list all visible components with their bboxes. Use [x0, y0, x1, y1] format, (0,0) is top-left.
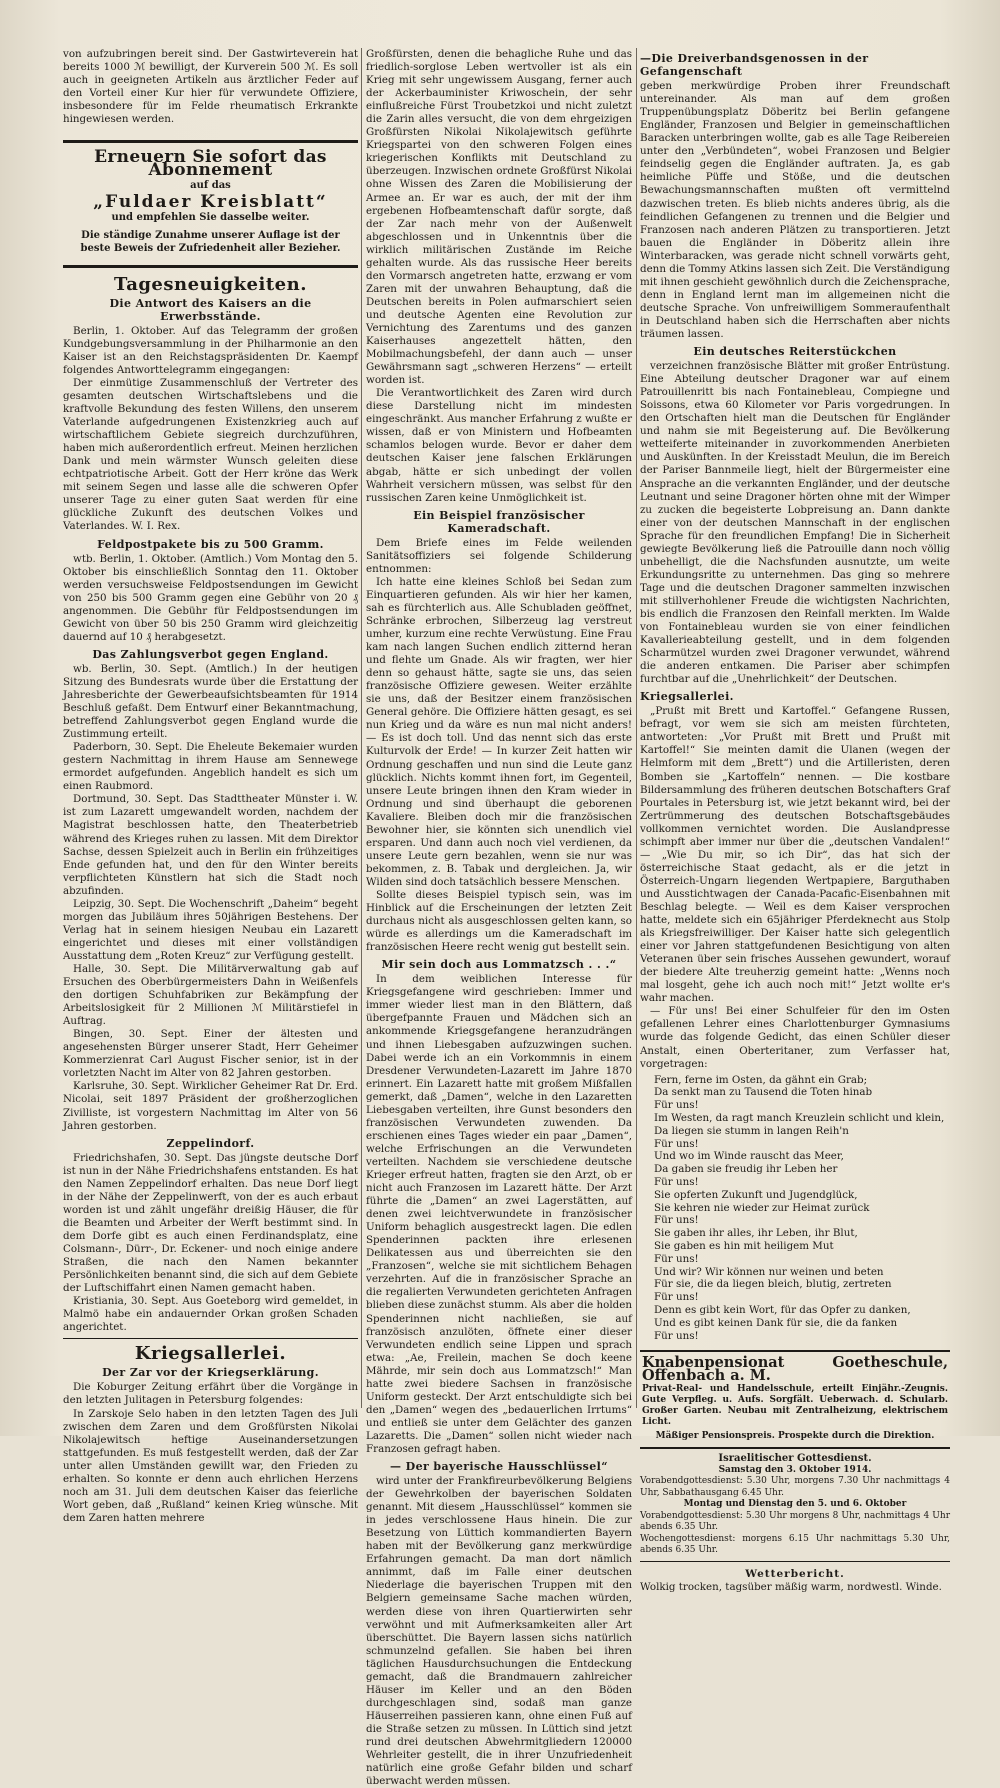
article-paragraph: Ich hatte eine kleines Schloß bei Sedan zum Einquartieren gefunden. Als wir hier her kamen, sah es fürchterlich aus. Alle Schubladen geöffnet, Schränke erbrochen, Silberzeug lag verstreut umher, kurzum eine rechte Verwüstung. Eine Frau kam nach langen Suchen endlich zitternd heran und flehte um Gnade. Als wir fragten, wer hier denn so gehaust hätte, sagte sie uns, das seien französische Offiziere gewesen. Weiter erzählte sie uns, daß der Besitzer einem französischen General gehöre. Die Offiziere hätten gesagt, es sei nun Krieg und da wäre es nun mal nicht anders! — Es ist doch toll. Und das nennt sich das erste Kulturvolk der Erde! — In kurzer Zeit hatten wir Ordnung geschaffen und nun sind die Leute ganz glücklich. Nichts kommt ihnen fort, im Gegenteil, unsere Leute bringen ihnen den Kram wieder in Ordnung und sind überhaupt die geborenen Kavaliere. Bleiben doch mir die französischen Bewohner hier, sie könnten sich unendlich viel ersparen. Und dann auch noch viel verdienen, da unsere Leute gern bezahlen, wenn sie nur was bekommen, z. B. Tabak und dergleichen. Ja, wir Wilden sind doch tatsächlich bessere Menschen.	[366, 575, 632, 888]
article-paragraph: Die Verantwortlichkeit des Zaren wird durch diese Darstellung nicht im mindesten eingeschränkt. Aus mancher Erfahrung z wußte er wissen, daß er von Ministern und Hofbeamten schamlos belogen wurde. Bevor er daher dem deutschen Kaiser jene falschen Erklärungen abgab, hätte er sich unbedingt der vollen Wahrheit versichern müssen, was selbst für den russischen Zaren keine Unmöglichkeit ist.	[366, 387, 632, 504]
service-line: Vorabendgottesdienst: 5.30 Uhr, morgens 7.30 Uhr nachmittags 4 Uhr, Sabbathausgang 6.45 Uhr.	[640, 1476, 950, 1498]
advertisement	[640, 1350, 950, 1449]
article-paragraph: In Zarskoje Selo haben in den letzten Tagen des Juli zwischen dem Zaren und dem Großfürsten Nikolai Nikolajewitsch heftige Auseinandersetzungen stattgefunden. Es muß festgestellt werden, daß der Zar unter allen Umständen gewillt war, den Frieden zu erhalten. So konnte er denn auch ehrlichen Herzens noch am 31. Juli dem deutschen Kaiser das feierliche Wort geben, daß „Rußland“ keinen Krieg wünsche. Mit dem Zaren hatten mehrere	[63, 1407, 358, 1524]
subscription-headline: Erneuern Sie sofort das Abonnement	[94, 147, 327, 181]
news-item: Bingen, 30. Sept. Einer der ältesten und angesehensten Bürger unserer Stadt, Herr Geheimer Kommerzienrat Carl August Fischer senior, ist in der vorletzten Nacht im Alter von 82 Jahren gestorben.	[63, 1028, 358, 1080]
article-heading: Ein Beispiel französischer Kameradschaft.	[413, 508, 585, 535]
service-date: Samstag den 3. Oktober 1914.	[718, 1464, 872, 1475]
service-title: Israelitischer Gottesdienst.	[718, 1453, 872, 1465]
article-paragraph: verzeichnen französische Blätter mit großer Entrüstung. Eine Abteilung deutscher Dragoner war auf einem Patrouillenritt bis nach Fontainebleau, Compiegne und Soissons, etwa 60 Kilometer vor Paris vorgedrungen. In den Ortschaften hielt man die Deutschen für Engländer und nahm sie mit Begeisterung auf. Die Bevölkerung wetteiferte miteinander in zuvorkommenden Anerbieten und Auskünften. In der Kreisstadt Meulun, die im Bereich der Pariser Bannmeile liegt, hielt der Bürgermeister eine Ansprache an die verkannten Engländer, und der deutsche Leutnant und seine Dragoner hörten ohne mit der Wimper zu zucken die begeisterte Lobpreisung an. Dann dankte einer von der deutschen Mannschaft in der englischen Sprache für den freundlichen Empfang! Die in Sicherheit gewiegte Bevölkerung ließ die Patrouille dann noch völlig unbehelligt, die die Nachsfunden ausnutzte, um weite Erkundungsritte zu unternehmen. Das ging so mehrere Tage und die deutschen Dragoner sammelten inzwischen mit stillverhohlener Freude die wichtigsten Nachrichten, bis endlich die Franzosen den Reinfall merkten. Im Walde von Fontainebleau wurden sie von einer feindlichen Kavallerieabteilung gestellt, und in dem folgenden Scharmützel wurden zwei Dragoner verwundet, während die anderen entkamen. Die Pariser aber schimpfen furchtbar auf die „Unehrlichkeit“ der Deutschen.	[640, 360, 950, 686]
news-item: Kristiania, 30. Sept. Aus Goeteborg wird gemeldet, in Malmö habe ein andauernder Orkan großen Schaden angerichtet.	[63, 1295, 358, 1334]
article-paragraph: Die Koburger Zeitung erfährt über die Vorgänge in den letzten Julitagen in Petersburg folgendes:	[63, 1381, 358, 1407]
article-heading: Mir sein doch aus Lommatzsch . . .“	[381, 958, 617, 972]
subscription-recommend: und empfehlen Sie dasselbe weiter.	[111, 212, 310, 224]
article-paragraph: wb. Berlin, 30. Sept. (Amtlich.) In der heutigen Sitzung des Bundesrats wurde über die Erstattung der Jahresberichte der Gewerbeaufsichtsbeamten für 1914 Beschluß gefaßt. Dem Entwurf einer Bekanntmachung, betreffend Zahlungsverbot gegen England wurde die Zustimmung erteilt.	[63, 662, 358, 741]
article-heading: Der Zar vor der Kriegserklärung.	[102, 1366, 319, 1380]
column-divider	[361, 48, 362, 1408]
section-divider	[63, 1338, 358, 1339]
article-heading: —Die Dreiverbandsgenossen in der Gefangenschaft	[640, 52, 869, 79]
weather-text: Wolkig trocken, tagsüber mäßig warm, nordwestl. Winde.	[640, 1581, 942, 1594]
article-paragraph: In dem weiblichen Interesse für Kriegsgefangene wird geschrieben: Immer und immer wieder liest man in den Blättern, daß übergefpannte Frauen und Mädchen sich an ankommende Kriegsgefangene heranzudrängen und ihnen Liebesgaben aufzuzwingen suchen. Dabei werde ich an ein Vorkommnis in einem Dresdener Verwundeten-Lazarett im Jahre 1870 erinnert. Ein Lazarett hatte mit großem Mißfallen gemerkt, daß „Damen“, welche in den Lazaretten Liebesgaben verteilten, ihre Gunst besonders den französischen Verwundeten zuwenden. Da erschienen eines Tages wieder ein paar „Damen“, welche Erfrischungen an die Verwundeten verteilten. Nachdem sie verschiedene deutsche Krieger erfreut hatten, fragten sie den Arzt, ob er nicht auch Franzosen im Lazarett hätte. Der Arzt führte die „Damen“ an zwei Lagerstätten, auf denen zwei leichtverwundete in französischer Uniform behaglich ausgestreckt lagen. Die edlen Spenderinnen packten ihre erlesenen Delikatessen aus und überreichten sie den „Franzosen“, welche sie mit sichtlichem Behagen verzehrten. Auf die in französischer Sprache an die regalierten Verwundeten gerichteten Anfragen blieben diese zunächst stumm. Als aber die holden Spenderinnen nicht nachließen, sie auf französisch anzulöten, öffnete einer dieser Verwundeten endlich seine Lippen und sprach etwa: „Ae, Freilein, machen Se doch keene Mährde, mir sein doch aus Lommatzsch!“ Man hatte zwei biedere Sachsen in französische Uniform gesteckt. Der Arzt entschuldigte sich bei den „Damen“ wegen des „bedauerlichen Irrtums“ und entließ sie unter dem Gelächter des ganzen Lazaretts. Die „Damen“ sollen nicht wieder nach Franzosen gefragt haben.	[366, 973, 632, 1455]
news-item: Paderborn, 30. Sept. Die Eheleute Bekemaier wurden gestern Nachmittag in ihrem Hause am Sennewege ermordet aufgefunden. Angeblich handelt es sich um einen Raubmord.	[63, 741, 358, 793]
article-paragraph: Sollte dieses Beispiel typisch sein, was im Hinblick auf die Erscheinungen der letzten Zeit durchaus nicht als ausgeschlossen gelten kann, so würde es allerdings um die Kameradschaft im französischen Heere recht wenig gut bestellt sein.	[366, 889, 632, 954]
section-title-news: Tagesneuigkeiten.	[114, 273, 307, 295]
service-line: Vorabendgottesdienst: 5.30 Uhr morgens 8 Uhr, nachmittags 4 Uhr abends 6.35 Uhr.	[640, 1510, 950, 1533]
subscription-auf: auf das	[190, 180, 231, 192]
news-item: Halle, 30. Sept. Die Militärverwaltung gab auf Ersuchen des Oberbürgermeisters Dahn in Weißenfels den dortigen Schuhfabriken zur Bekämpfung der Arbeitslosigkeit für 2 Millionen ℳ Militärstiefel in Auftrag.	[63, 963, 358, 1028]
section-divider	[640, 1561, 950, 1562]
ad-title: Knabenpensionat Goetheschule, Offenbach a. M.	[642, 1354, 948, 1385]
news-item: Leipzig, 30. Sept. Die Wochenschrift „Daheim“ begeht morgen das Jubiläum ihres 50jährigen Bestehens. Der Verlag hat in seinem hiesigen Neubau ein Lazarett eingerichtet und dieses mit einer vollständigen Ausstattung dem „Roten Kreuz“ zur Verfügung gestellt.	[63, 897, 358, 962]
ad-text: Privat-Real- und Handelsschule, erteilt Einjähr.-Zeugnis. Gute Verpfleg. u. Aufs. Sorgfält. Ueberwach. d. Schularb. Großer Garten. Neubau mit Zentralheizung, elektrischem Licht.	[642, 1384, 948, 1428]
article-heading: Feldpostpakete bis zu 500 Gramm.	[97, 537, 324, 551]
article-paragraph: wird unter der Frankfireurbevölkerung Belgiens der Gewehrkolben der bayerischen Soldaten genannt. Mit diesem „Hausschlüssel“ kommen sie in jedes verschlossene Haus hinein. Die zur Besetzung von Lüttich kommandierten Bayern haben mit der Bevölkerung ganz merkwürdige Erfahrungen gemacht. Da man dort nämlich annimmt, daß im Falle einer deutschen Niederlage die bayerischen Truppen mit den Belgiern gemeinsame Sache machen würden, werden diese von ihren Quartierwirten sehr verwöhnt und mit Aufmerksamkeiten aller Art überschüttet. Die Bayern lassen sichs natürlich schmunzelnd gefallen. Sie haben bei ihren täglichen Hausdurchsuchungen die Entdeckung gemacht, daß die Brandmauern zahlreicher Häuser im Keller und an den Böden durchgeschlagen sind, sodaß man ganze Häuserreihen passieren kann, ohne einen Fuß auf die Straße setzen zu müssen. In Lüttich sind jetzt rund drei deutschen Abwehrmitgliedern 120000 Wehrleiter gestellt, die in ihrer Unzufriedenheit natürlich eine große Gefahr bilden und scharf überwacht werden müssen.	[366, 1475, 632, 1788]
poem: Fern, ferne im Osten, da gähnt ein Grab; Da senkt man zu Tausend die Toten hinab Für uns! Im Westen, da ragt manch Kreuzlein schlicht und klein, Da liegen sie stumm in langen Reih'n Für uns! Und wo im Winde rauscht das Meer, Da gaben sie freudig ihr Leben her Für uns! Sie opferten Zukunft und Jugendglück, Sie kehren nie wieder zur Heimat zurück Für uns! Sie gaben ihr alles, ihr Leben, ihr Blut, Sie gaben es hin mit heiligem Mut Für uns! Und wir? Wir können nur weinen und beten Für sie, die da liegen bleich, blutig, zertreten Für uns! Denn es gibt kein Wort, für das Opfer zu danken, Und es gibt keinen Dank für sie, die da fanken Für uns!	[654, 1073, 945, 1342]
article-paragraph: geben merkwürdige Proben ihrer Freundschaft untereinander. Als man auf dem großen Truppenübungsplatz Döberitz bei Berlin gefangene Engländer, Franzosen und Belgier in gemeinschaftlichen Baracken unterbringen wollte, gab es alle Tage Reibereien unter den „Verbündeten“, wobei Franzosen und Belgier feindselig gegen die Engländer auftraten. Ja, es gab heimliche Püffe und Stöße, und die deutschen Bewachungsmannschaften mußten oft vermittelnd dazwischen treten. Es blieb nichts anderes übrig, als die feindlichen Gefangenen zu trennen und die Belgier und Franzosen nach anderen Plätzen zu transportieren. Jetzt bauen die Engländer in Döberitz allein ihre Winterbaracken, was gerade nicht schnell vorwärts geht, denn die Tommy Atkins lassen sich Zeit. Die Verständigung mit ihnen geschieht gewöhnlich durch die Zeichensprache, denn in England lernt man im allgemeinen nicht die deutsche Sprache. Von unfreiwilligem Sommeraufenthalt in Deutschland haben sich die Herrschaften aber nichts träumen lassen.	[640, 80, 950, 340]
article-paragraph: Großfürsten, denen die behagliche Ruhe und das friedlich-sorglose Leben wertvoller ist als ein Krieg mit sehr ungewissem Ausgang, ferner auch der Ackerbauminister Kriwoschein, der sehr einflußreiche Fürst Troubetzkoi und nicht zuletzt die Zarin alles versucht, die von dem ehrgeizigen Großfürsten Nikolai Nikolajewitsch geführte Kriegspartei von den schweren Folgen eines kriegerischen Konflikts mit Deutschland zu überzeugen. Inzwischen ordnete Großfürst Nikolai ohne Wissen des Zaren die Mobilisierung der Armee an. Er war es auch, der mit der ihm ergebenen Hofbeamtenschaft dafür sorgte, daß der Zar nach mehr von der Außenwelt abgeschlossen und in Unkenntnis über die wirklich militärischen Zustände im Reiche gehalten wurde. Als das russische Heer bereits den Vormarsch angetreten hatte, erzwang er vom Zaren mit der unwahren Behauptung, daß die Deutschen bereits in Polen aufmarschiert seien und deutsche Agenten eine Revolution zur Vernichtung des Zarentums und des ganzen Kaiserhauses angezettelt hätten, den Mobilmachungsbefehl, der dann auch — unser Gewährsmann sagt „schweren Herzens“ — erteilt worden ist.	[366, 48, 632, 387]
subscription-proof: Die ständige Zunahme unserer Auflage ist der beste Beweis der Zufriedenheit aller Bezieher.	[80, 229, 341, 254]
column-left	[63, 48, 358, 1524]
article-heading: Die Antwort des Kaisers an die Erwerbsstände.	[109, 296, 312, 323]
newspaper-name: „Fuldaer Kreisblatt“	[93, 192, 328, 213]
service-line: Montag und Dienstag den 5. und 6. Oktober	[683, 1499, 907, 1510]
article-heading: Zeppelindorf.	[166, 1136, 255, 1150]
intro-paragraph: von aufzubringen bereit sind. Der Gastwirteverein hat bereits 1000 ℳ bewilligt, der Kurverein 500 ℳ. Es soll auch in geeigneten Artikeln aus ärztlicher Feder auf den Vorteil einer Kur hier für verwundete Offiziere, insbesondere für im Felde rheumatisch Erkrankte hingewiesen werden.	[63, 48, 358, 126]
news-item: Friedrichshafen, 30. Sept. Das jüngste deutsche Dorf ist nun in der Nähe Friedrichshafens entstanden. Es hat den Namen Zeppelindorf erhalten. Das neue Dorf liegt in der Nähe der Zeppelinwerft, von der es auch erbaut worden ist und zählt ungefähr dreißig Häuser, die für die Beamten und Arbeiter der Werft bestimmt sind. In dem Dorfe gibt es auch einen Ferdinandsplatz, eine Colsmann-, Dürr-, Dr. Eckener- und noch einige andere Straßen, die nach den Namen bekannter Persönlichkeiten benannt sind, die sich auf dem Gebiete der Luftschiffahrt einen Namen gemacht haben.	[63, 1151, 358, 1295]
article-heading: Das Zahlungsverbot gegen England.	[92, 647, 329, 661]
service-schedule	[640, 1453, 950, 1557]
article-heading: Kriegsallerlei.	[640, 690, 734, 704]
article-paragraph: wtb. Berlin, 1. Oktober. (Amtlich.) Vom Montag den 5. Oktober bis einschließlich Sonntag den 11. Oktober werden versuchsweise Feldpostsendungen im Gewicht von 250 bis 500 Gramm gegen eine Gebühr von 20 ₰ angenommen. Die Gebühr für Feldpostsendungen im Gewicht von über 50 bis 250 Gramm wird gleichzeitig dauernd auf 10 ₰ herabgesetzt.	[63, 552, 358, 643]
article-heading: — Der bayerische Hausschlüssel“	[390, 1460, 608, 1474]
article-paragraph: Berlin, 1. Oktober. Auf das Telegramm der großen Kundgebungsversammlung in der Philharmonie an den Kaiser ist an den Reichstagspräsidenten Dr. Kaempf folgendes Antworttelegramm eingegangen:	[63, 324, 358, 376]
article-heading: Ein deutsches Reiterstückchen	[693, 345, 897, 359]
article-paragraph: — Für uns! Bei einer Schulfeier für den im Osten gefallenen Lehrer eines Charlottenburger Gymnasiums wurde das folgende Gedicht, das einen Schüler dieser Anstalt, einen Oberteritaner, zum Verfasser hat, vorgetragen:	[640, 1005, 950, 1070]
news-item: Dortmund, 30. Sept. Das Stadttheater Münster i. W. ist zum Lazarett umgewandelt worden, nachdem der Magistrat beschlossen hatte, den Theaterbetrieb während des Krieges ruhen zu lassen. Mit dem Direktor Sachse, dessen Spielzeit auch in Berlin ein frühzeitiges Ende gefunden hat, und den für den Winter bereits verpflichteten Künstlern hat sich die Stadt noch abzufinden.	[63, 793, 358, 897]
column-right	[640, 48, 950, 1594]
article-paragraph: Der einmütige Zusammenschluß der Vertreter des gesamten deutschen Wirtschaftslebens und die kraftvolle Bekundung des festen Willens, den unserem Vaterlande aufgedrungenen Existenzkrieg auch auf wirtschaftlichem Gebiete siegreich durchzuführen, haben mich außerordentlich erfreut. Meinen herzlichen Dank und mein wärmster Wunsch geleiten diese echtpatriotische Arbeit. Gott der Herr kröne das Werk mit seinem Segen und lasse alle die schweren Opfer unserer Tage zu einer guten Saat werden für eine glückliche Zukunft des deutschen Volkes und Vaterlandes. W. I. Rex.	[63, 376, 358, 533]
subscription-notice	[63, 140, 358, 267]
column-divider	[636, 48, 637, 1408]
service-line: Wochengottesdienst: morgens 6.15 Uhr nachmittags 5.30 Uhr, abends 6.35 Uhr.	[640, 1533, 950, 1556]
article-paragraph: „Prußt mit Brett und Kartoffel.“ Gefangene Russen, befragt, vor wem sie sich am meisten fürchteten, antworteten: „Vor Prußt mit Brett und Prußt mit Kartoffel!“ Sie meinten damit die Ulanen (wegen der Helmform mit dem „Brett“) und die Artilleristen, deren Bomben sie „Kartoffeln“ nennen. — Die kostbare Bildersammlung des früheren deutschen Botschafters Graf Pourtales in Petersburg ist, wie jetzt bekannt wird, bei der Zertrümmerung des deutschen Botschaftsgebäudes vollkommen vernichtet worden. Die Auslandpresse schimpft aber immer nur über die „deutschen Vandalen!“ — „Wie Du mir, so ich Dir“, das hat sich der österreichische Staat gedacht, als er die jetzt in Österreich-Ungarn liegenden Wertpapiere, Barguthaben und Ausstichtwagen der Canada-Pacafic-Eisenbahnen mit Beschlag belegte. — Weil es dem Kaiser versprochen hatte, meldete sich ein 65jähriger Pferdeknecht aus Stolp als Kriegsfreiwilliger. Der Kaiser hatte sich gelegentlich einer vor Jahren stattgefundenen Besichtigung von alten Veteranen über sein frisches Aussehen gewundert, worauf der biedere Alte treuherzig gemeint hatte: „Wenns noch mal losgeht, gehe ich auch noch mit!“ Jetzt wollte er's wahr machen.	[640, 705, 950, 1005]
article-paragraph: Dem Briefe eines im Felde weilenden Sanitätsoffiziers sei folgende Schilderung entnommen:	[366, 536, 632, 575]
ad-footer: Mäßiger Pensionspreis. Prospekte durch die Direktion.	[655, 1431, 935, 1442]
column-middle	[366, 48, 632, 1788]
section-title-war: Kriegsallerlei.	[134, 1343, 287, 1365]
weather-title: Wetterbericht.	[745, 1567, 845, 1580]
news-item: Karlsruhe, 30. Sept. Wirklicher Geheimer Rat Dr. Erd. Nicolai, seit 1897 Präsident der großherzoglichen Zivilliste, ist vorgestern Nachmittag im Alter von 56 Jahren gestorben.	[63, 1080, 358, 1132]
